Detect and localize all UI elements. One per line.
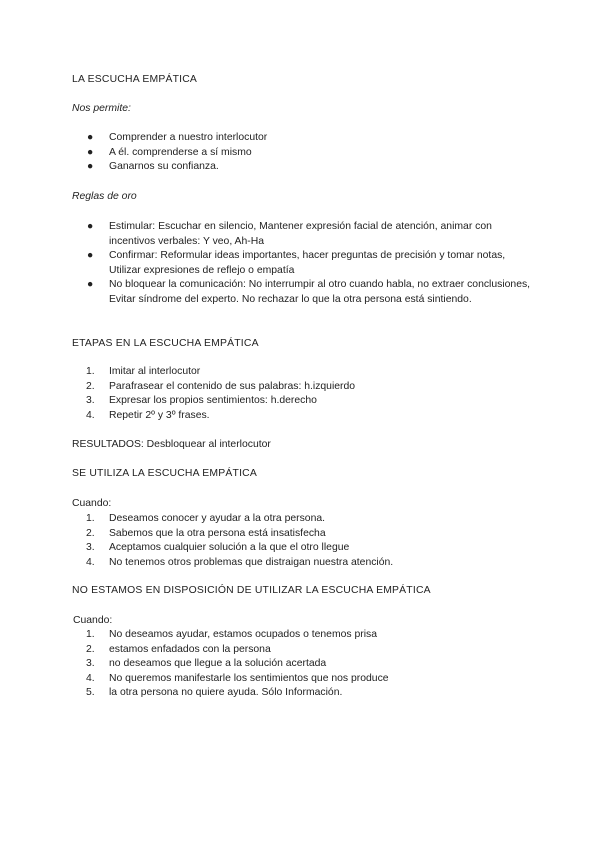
list-item: 4. Repetir 2º y 3º frases. [86,409,210,421]
list-item: 1. Imitar al interlocutor [86,366,201,377]
not-use-list [72,628,532,701]
list-item: ● No bloquear la comunicación: No interrumpir al otro cuando habla, no extraer conclusiones, Evitar síndrome del experto. No rechazar lo que la otra persona está sintiendo. [87,279,531,305]
list-item: 1. Deseamos conocer y ayudar a la otra persona. [86,513,326,524]
page-title: LA ESCUCHA EMPÁTICA [72,74,198,85]
list-item: ● Ganarnos su confianza. [87,161,219,172]
rules-label: Reglas de oro [72,191,137,202]
stages-heading: ETAPAS EN LA ESCUCHA EMPÁTICA [72,338,259,349]
not-use-label: Cuando: [73,615,113,626]
list-item: 2. Parafrasear el contenido de sus palabras: h.izquierdo [86,380,356,392]
list-item: 3. Expresar los propios sentimientos: h.derecho [86,395,317,406]
list-item: 4. No queremos manifestarle los sentimientos que nos produce [86,672,389,684]
list-item: 4. No tenemos otros problemas que distraigan nuestra atención. [86,556,394,568]
list-item: ● Estimular: Escuchar en silencio, Mantener expresión facial de atención, animar con incentivos verbales: Y veo, Ah-Ha [87,221,492,247]
list-item: 1. No deseamos ayudar, estamos ocupados o tenemos prisa [86,629,377,640]
use-list [72,512,532,570]
stages-list [72,365,532,423]
intro-label: Nos permite: [72,103,131,114]
list-item: 5. la otra persona no quiere ayuda. Sólo Información. [86,687,343,698]
intro-list [72,131,532,175]
list-item: ● Confirmar: Reformular ideas importantes, hacer preguntas de precisión y tomar notas, Utilizar expresiones de reflejo o empatía [87,250,506,276]
list-item: ● A él. comprenderse a sí mismo [87,146,252,158]
use-heading: SE UTILIZA LA ESCUCHA EMPÁTICA [72,468,257,479]
results-line: RESULTADOS: Desbloquear al interlocutor [72,439,271,450]
list-item: 2. estamos enfadados con la persona [86,643,271,655]
list-item: 2. Sabemos que la otra persona está insatisfecha [86,527,326,539]
use-label: Cuando: [72,498,112,509]
not-use-heading: NO ESTAMOS EN DISPOSICIÓN DE UTILIZAR LA ESCUCHA EMPÁTICA [72,585,431,596]
list-item: 3. no deseamos que llegue a la solución acertada [86,658,327,669]
list-item: 3. Aceptamos cualquier solución a la que el otro llegue [86,542,350,553]
rules-list [72,220,532,307]
list-item: ● Comprender a nuestro interlocutor [87,132,268,143]
